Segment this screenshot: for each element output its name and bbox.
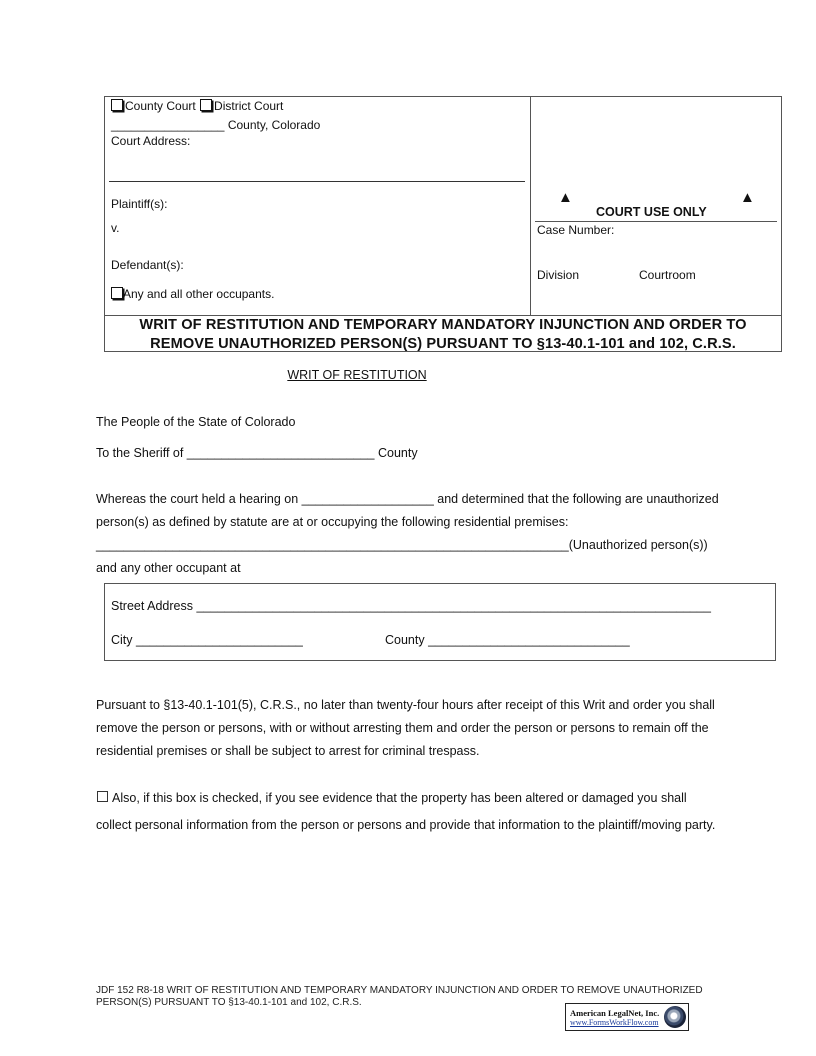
writ-subtitle: WRIT OF RESTITUTION [287,368,427,382]
other-occupants-checkbox[interactable] [111,287,123,299]
caption-box [104,96,782,352]
court-use-only-label: COURT USE ONLY [596,205,707,219]
court-use-divider [535,221,777,222]
footer-line-1: JDF 152 R8-18 WRIT OF RESTITUTION AND TEMPORARY MANDATORY INJUNCTION AND ORDER TO REMOVE UNAUTHORIZED [96,985,703,996]
court-address-label: Court Address: [111,134,191,148]
court-address-line[interactable] [109,181,525,182]
also-text-1: Also, if this box is checked, if you see evidence that the property has been altered or damaged you shall [112,791,687,805]
logo-url-link[interactable]: www.FormsWorkFlow.com [570,1018,659,1027]
also-line-2: collect personal information from the person or persons and provide that information to the plaintiff/moving party. [96,818,716,832]
also-line-1 [97,791,687,805]
title-line-2: REMOVE UNAUTHORIZED PERSON(S) PURSUANT TO §13-40.1-101 and 102, C.R.S. [150,336,736,352]
caption-vertical-divider [530,96,531,315]
logo-company-name: American LegalNet, Inc. [570,1008,660,1018]
logo-disc-icon [664,1006,686,1028]
division-label: Division [537,268,580,282]
defendants-label: Defendant(s): [111,258,184,272]
county-field[interactable]: County _____________________________ [385,633,630,647]
city-field[interactable]: City ________________________ [111,633,303,647]
title-line-1: WRIT OF RESTITUTION AND TEMPORARY MANDATORY INJUNCTION AND ORDER TO [139,317,747,333]
sheriff-line[interactable]: To the Sheriff of ___________________________ County [96,446,418,460]
whereas-line-2: person(s) as defined by statute are at or occupying the following residential premises: [96,515,569,529]
pursuant-line-2: remove the person or persons, with or without arresting them and order the person or persons to remain off the [96,721,709,735]
damage-evidence-checkbox[interactable] [97,791,108,802]
county-colorado-label: County, Colorado [227,118,321,132]
pursuant-line-1: Pursuant to §13-40.1-101(5), C.R.S., no later than twenty-four hours after receipt of this Writ and order you shall [96,698,715,712]
american-legalnet-logo[interactable] [565,1003,689,1031]
footer-line-2: PERSON(S) PURSUANT TO §13-40.1-101 and 102, C.R.S. [96,997,362,1008]
street-address-field[interactable]: Street Address __________________________________________________________________________ [111,599,711,613]
county-court-label: County Court [125,99,196,113]
up-arrow-right-icon: ▲ [740,189,755,206]
courtroom-label: Courtroom [639,268,696,282]
other-occupants-label: Any and all other occupants. [123,287,275,301]
whereas-line-1[interactable]: Whereas the court held a hearing on ___________________ and determined that the following are unauthorized [96,492,719,506]
address-box [104,583,776,661]
occupant-line: and any other occupant at [96,561,241,575]
document-title [104,316,782,354]
county-blank[interactable]: _________________ [111,118,225,132]
court-type-row [111,99,283,113]
versus-label: v. [111,221,120,235]
other-occupants-row [111,287,274,301]
plaintiffs-label: Plaintiff(s): [111,197,168,211]
district-court-label: District Court [214,99,284,113]
people-line: The People of the State of Colorado [96,415,296,429]
county-line [111,118,320,132]
unauthorized-persons-line[interactable]: ____________________________________________________________________(Unauthorized person(s)) [96,538,708,552]
case-number-label: Case Number: [537,223,615,237]
up-arrow-left-icon: ▲ [558,189,573,206]
pursuant-line-3: residential premises or shall be subject to arrest for criminal trespass. [96,744,480,758]
district-court-checkbox[interactable] [200,99,212,111]
county-court-checkbox[interactable] [111,99,123,111]
